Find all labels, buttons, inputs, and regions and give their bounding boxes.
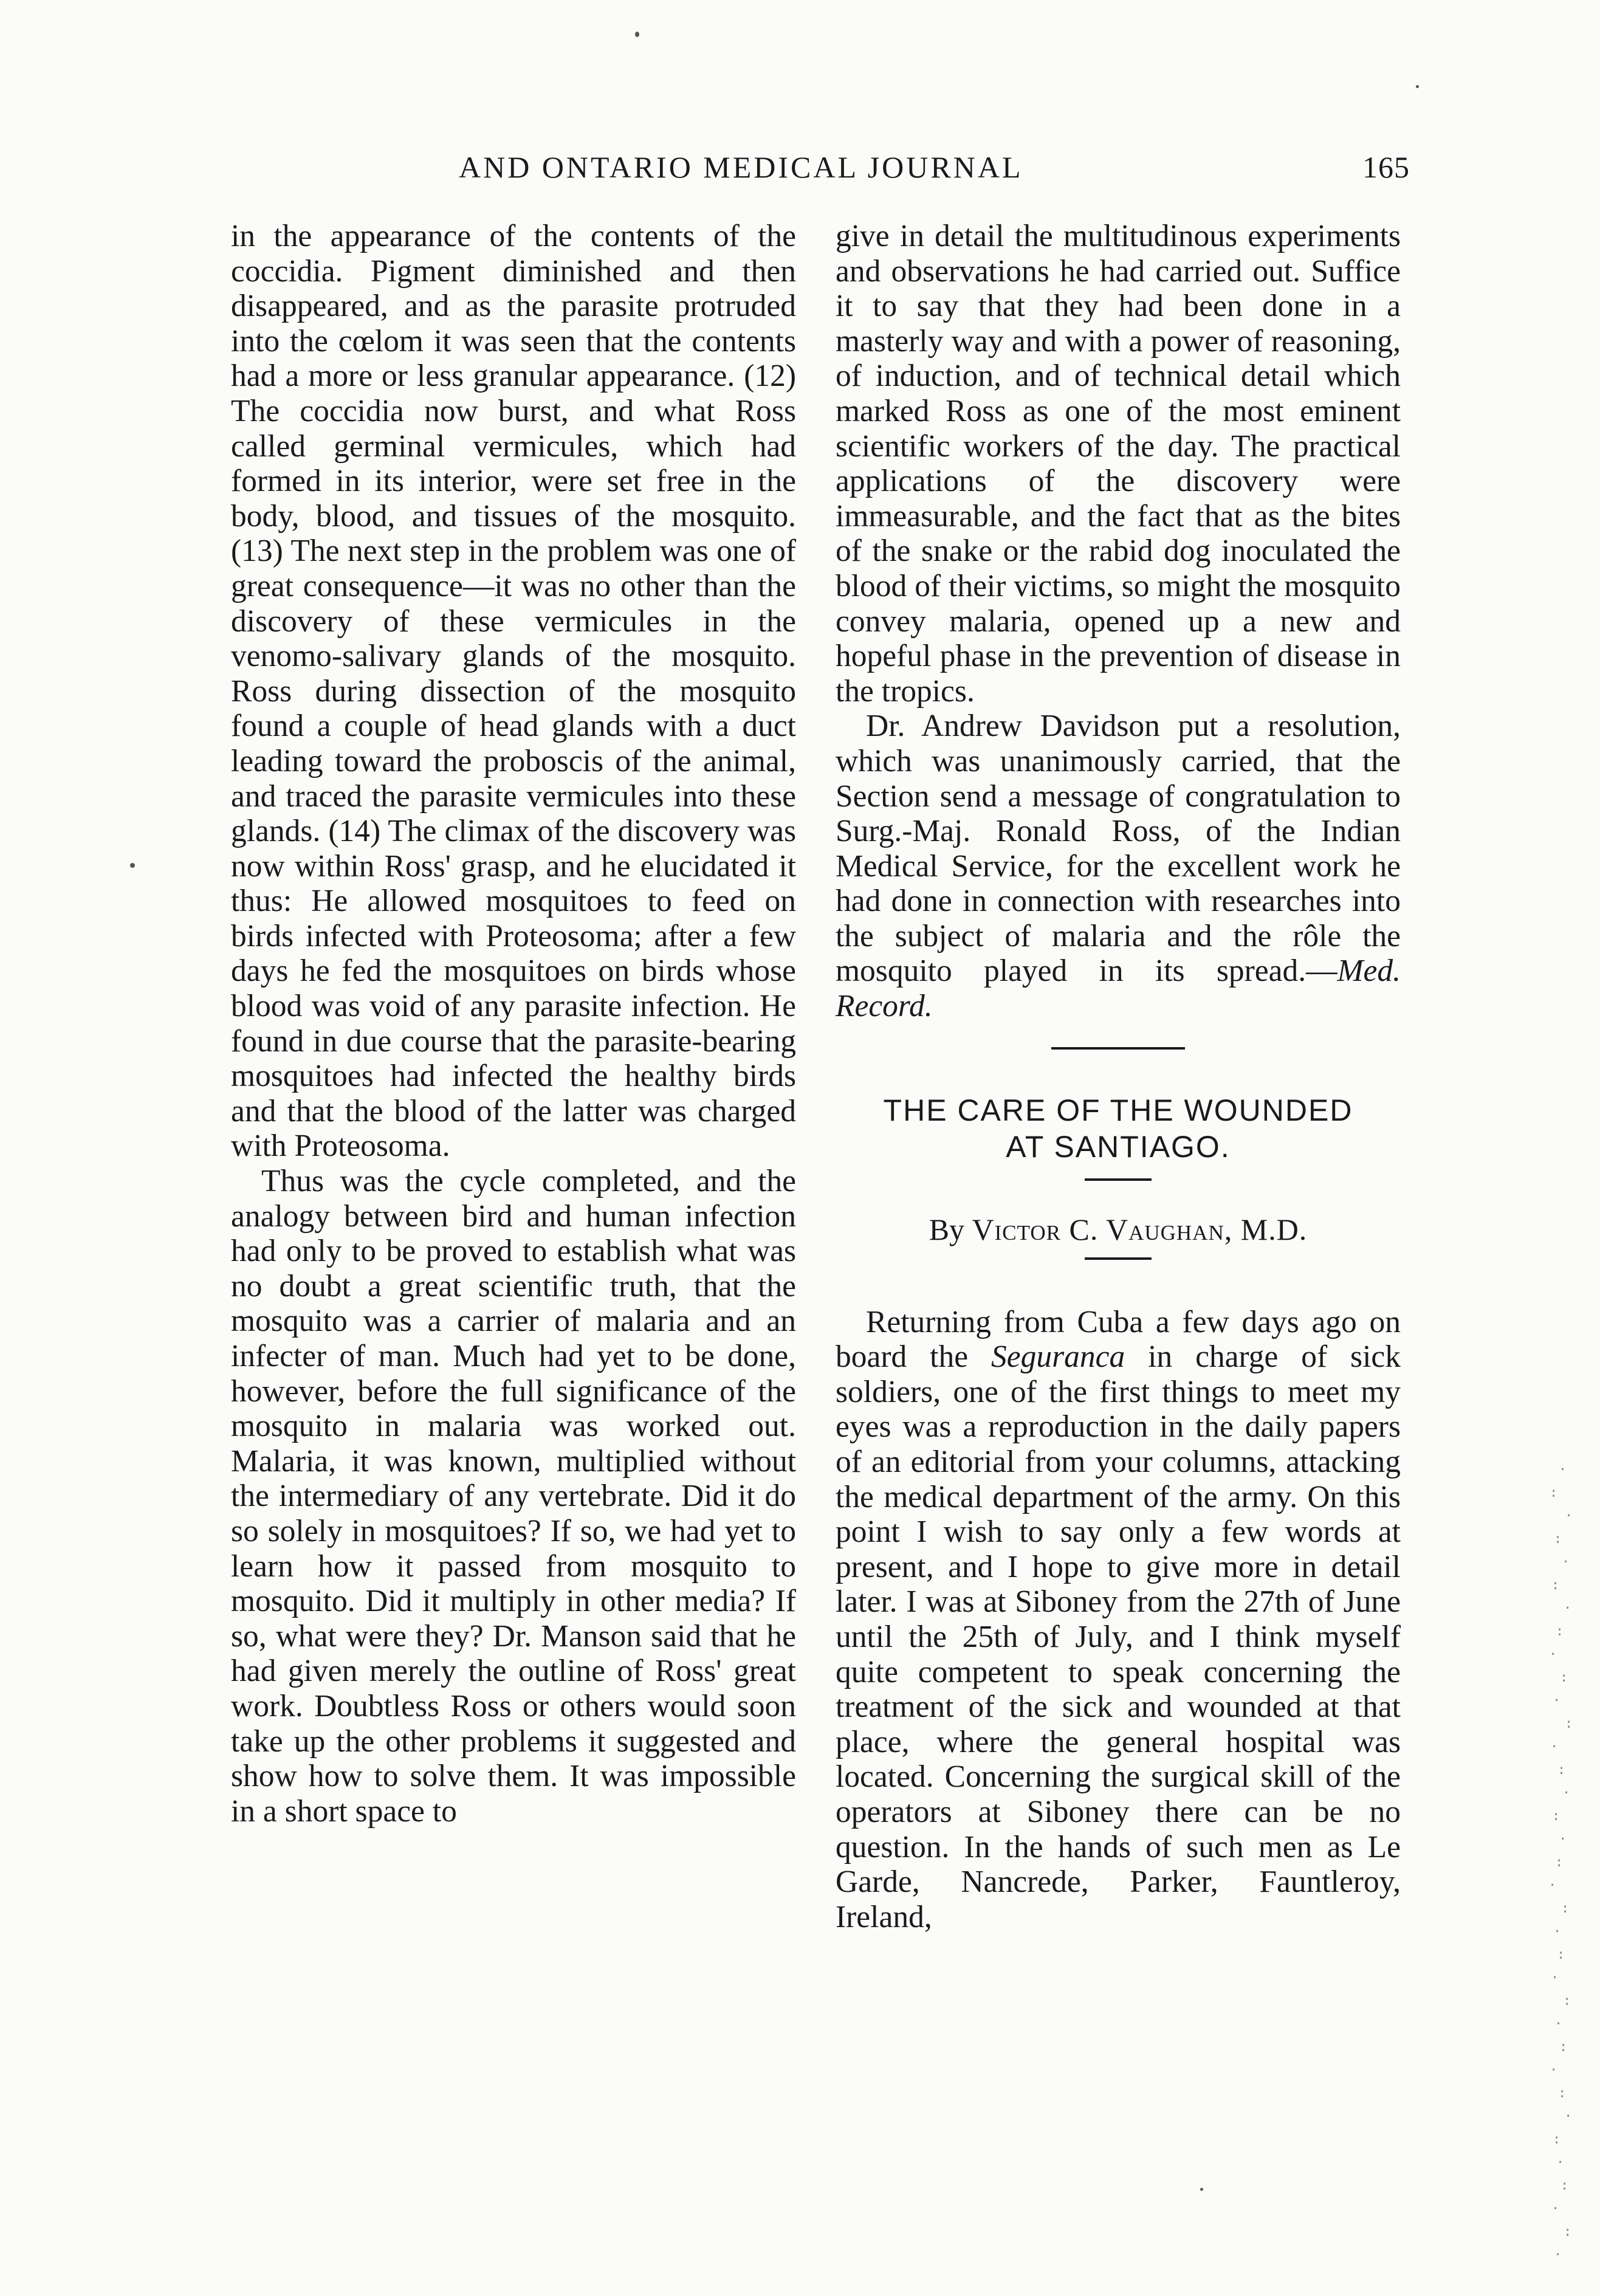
article-body-start: Returning from Cuba a few days ago on board the xyxy=(836,1304,1401,1375)
print-speck xyxy=(1200,2188,1203,2191)
article-title-line-2: AT SANTIAGO. xyxy=(1006,1129,1231,1164)
page-number: 165 xyxy=(1362,150,1410,184)
byline-divider xyxy=(1085,1257,1152,1260)
article-body-continued: in charge of sick soldiers, one of the first things to meet my eyes was a reproduction in the daily papers of an editorial from your columns, attacking the medical department of the army. On this point I wish to say only a few words at present, and I hope to give more in detail later. I was at Siboney from the 27th of June until the 25th of July, and I think myself quite competent to speak concerning the treatment of the sick and wounded at that place, where the general hospital was located. Concerning the surgical skill of the operators at Siboney there can be no question. In the hands of such men as Le Garde, Nancrede, Parker, Fauntleroy, Ireland, xyxy=(836,1339,1401,1934)
left-paragraph-1: in the appearance of the contents of the coccidia. Pigment diminished and then disappeared, and as the parasite protruded into the cœlom it was seen that the contents had a more or less granular appearance. (12) The coccidia now burst, and what Ross called germinal vermicules, which had formed in its interior, were set free in the body, blood, and tissues of the mosquito. (13) The next step in the problem was one of great consequence—it was no other than the discovery of these vermicules in the venomo-salivary glands of the mosquito. Ross during dissection of the mosquito found a couple of head glands with a duct leading toward the proboscis of the animal, and traced the parasite vermicules into these glands. (14) The climax of the discovery was now within Ross' grasp, and he elucidated it thus: He allowed mosquitoes to feed on birds infected with Proteosoma; after a few days he fed the mosquitoes on birds whose blood was void of any parasite infection. He found in due course that the parasite-bearing mosquitoes had infected the healthy birds and that the blood of the latter was charged with Proteosoma. xyxy=(231,219,796,1164)
left-paragraph-2: Thus was the cycle completed, and the analogy between bird and human infection had only to be proved to establish what was no doubt a great scientific truth, that the mosquito was a carrier of malaria and an infecter of man. Much had yet to be done, however, before the full significance of the mosquito in malaria was worked out. Malaria, it was known, multiplied without the intermediary of any vertebrate. Did it do so solely in mosquitoes? If so, we had yet to learn how it passed from mosquito to mosquito. Did it multiply in other media? If so, what were they? Dr. Manson said that he had given merely the outline of Ross' great work. Doubtless Ross or others would soon take up the other problems it suggested and show how to solve them. It was impossible in a short space to xyxy=(231,1164,796,1829)
print-speck xyxy=(130,863,135,868)
resolution-paragraph xyxy=(836,709,1401,1023)
print-speck xyxy=(1416,85,1419,88)
byline xyxy=(836,1211,1401,1248)
resolution-text: Dr. Andrew Davidson put a resolution, which was unanimously carried, that the Section send a message of congratulation to Surg.-Maj. Ronald Ross, of the Indian Medical Service, for the excellent work he had done in connection with researches into the subject of malaria and the rôle the mosquito played in its spread.— xyxy=(836,709,1401,989)
journal-title: AND ONTARIO MEDICAL JOURNAL xyxy=(459,150,1023,184)
edge-noise: · : · : · : · : · : · : · : · : · : · : · : · : · : · : · : · : · : · xyxy=(1548,1462,1573,2263)
author-name: Victor C. Vaughan, M.D. xyxy=(972,1212,1308,1246)
article-body xyxy=(836,1305,1401,1935)
right-column xyxy=(836,219,1401,1934)
article-title-line-1: THE CARE OF THE WOUNDED xyxy=(883,1093,1353,1127)
print-speck xyxy=(635,32,639,37)
source-citation: Med. Record. xyxy=(836,954,1401,1024)
title-divider xyxy=(1085,1178,1152,1181)
ship-name: Seguranca xyxy=(991,1339,1125,1375)
byline-prefix: By xyxy=(929,1212,965,1246)
section-divider xyxy=(1051,1047,1185,1050)
left-column xyxy=(231,219,796,1829)
running-head xyxy=(231,150,1416,192)
right-paragraph-1: give in detail the multitudinous experiments and observations he had carried out. Suffice it to say that they had been done in a masterly way and with a power of reasoning, of induction, and of technical detail which marked Ross as one of the most eminent scientific workers of the day. The practical applications of the discovery were immeasurable, and the fact that as the bites of the snake or the rabid dog inoculated the blood of their victims, so might the mosquito convey malaria, opened up a new and hopeful phase in the prevention of disease in the tropics. xyxy=(836,219,1401,709)
